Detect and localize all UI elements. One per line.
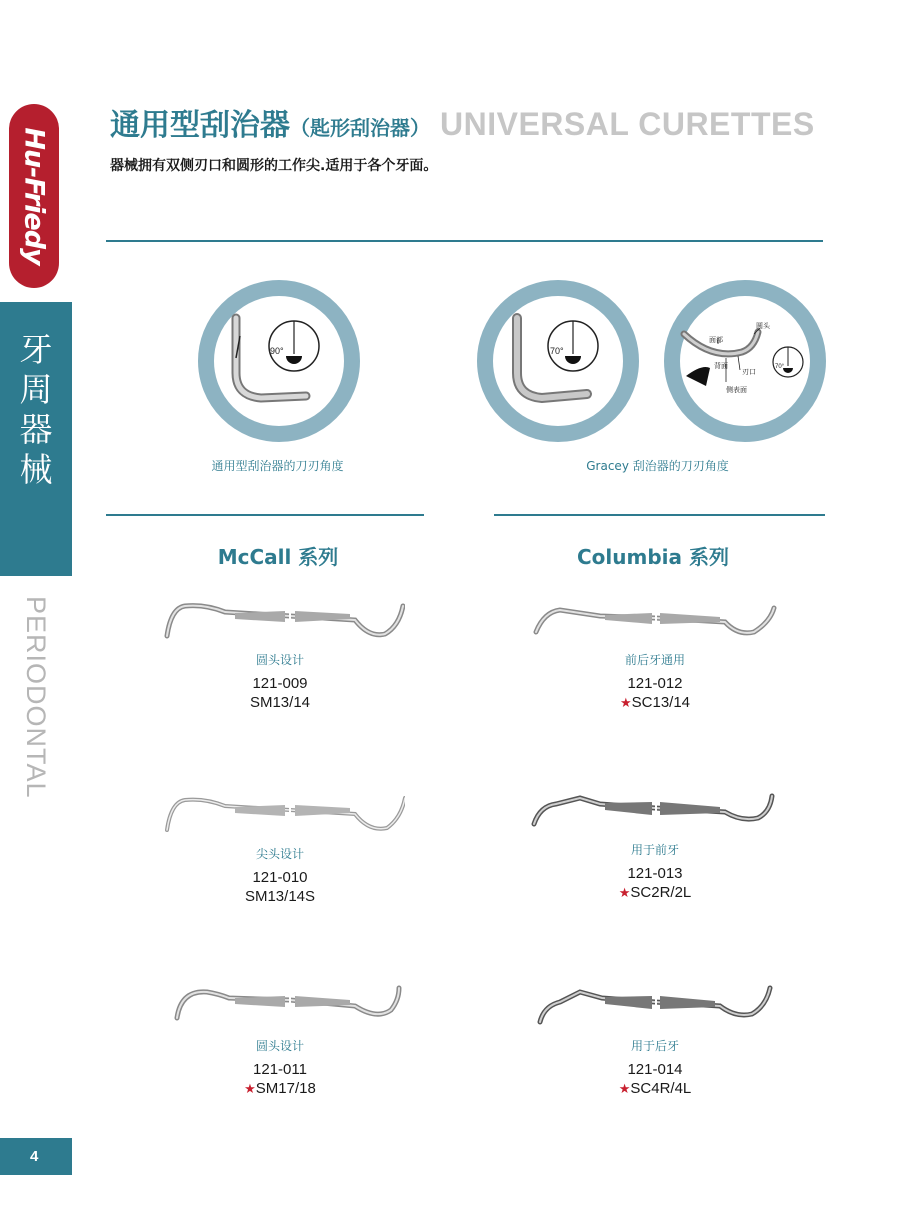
item-type: 用于后牙: [630, 1039, 679, 1053]
star-icon: ★: [619, 695, 632, 710]
hu-friedy-logo: [9, 104, 59, 288]
star-icon: ★: [618, 885, 631, 900]
item-type: 用于前牙: [630, 843, 679, 857]
universal-angle-label: 90°: [270, 346, 284, 356]
item-code: 121-009: [252, 675, 308, 692]
gracey-angle-label: 70°: [550, 346, 564, 356]
mccall-title: McCall 系列: [217, 545, 339, 569]
item-code: 121-011: [253, 1061, 307, 1078]
mccall-divider: [106, 514, 424, 516]
item-model: SM13/14S: [244, 888, 316, 905]
item-model: ★SM17/18: [244, 1080, 316, 1097]
label-lateral: 侧表面: [726, 387, 747, 394]
item-code: 121-013: [627, 865, 683, 882]
curette-image: [530, 598, 780, 643]
product-121-009: [150, 598, 410, 712]
product-121-012: [525, 598, 785, 712]
curette-image: [530, 788, 780, 833]
item-code: 121-012: [627, 675, 683, 692]
header-divider: [106, 240, 823, 242]
curette-image: [155, 792, 405, 837]
label-face: 面部: [709, 337, 723, 344]
title-paren: （匙形刮治器）: [290, 116, 430, 140]
item-model: SM13/14: [249, 694, 311, 711]
page-title: [110, 100, 815, 144]
columbia-title: Columbia 系列: [577, 545, 729, 569]
item-type: 前后牙通用: [624, 653, 685, 667]
logo-text: Hu-Friedy: [18, 127, 50, 265]
label-edge: 刃口: [742, 369, 756, 376]
gracey-angle-diagram: [475, 278, 641, 444]
label-small-angle: 70°: [775, 364, 785, 370]
label-toe: 圆头: [756, 323, 770, 330]
curette-image: [155, 984, 405, 1029]
columbia-divider: [494, 514, 825, 516]
curette-image: [530, 984, 780, 1029]
universal-caption: 通用型刮治器的刀刃角度: [211, 459, 344, 473]
product-121-010: [150, 792, 410, 906]
section-tab: [0, 302, 72, 576]
item-code: 121-010: [252, 869, 308, 886]
star-icon: ★: [244, 1081, 256, 1096]
item-model: ★SC13/14: [619, 694, 691, 711]
curette-image: [155, 598, 405, 643]
title-en: UNIVERSAL CURETTES: [440, 106, 815, 142]
product-121-011: [150, 984, 410, 1098]
item-type: 圆头设计: [255, 653, 304, 667]
page-number: 4: [0, 1138, 72, 1175]
label-back: 背面: [714, 363, 728, 370]
item-code: 121-014: [627, 1061, 683, 1078]
product-121-013: [525, 788, 785, 902]
section-label-cn: 牙 周 器 械: [19, 330, 53, 489]
star-icon: ★: [618, 1081, 631, 1096]
product-121-014: [525, 984, 785, 1098]
item-type: 尖头设计: [255, 847, 304, 861]
section-label-en: PERIODONTAL: [21, 596, 51, 799]
item-model: ★SC2R/2L: [618, 884, 692, 901]
cross-section-diagram: [662, 278, 828, 444]
title-cn: 通用型刮治器: [110, 108, 290, 143]
item-model: ★SC4R/4L: [618, 1080, 692, 1097]
universal-angle-diagram: [196, 278, 362, 444]
page-subtitle: 器械拥有双侧刃口和圆形的工作尖.适用于各个牙面。: [110, 158, 438, 174]
gracey-caption: Gracey 刮治器的刀刃角度: [586, 459, 729, 473]
item-type: 圆头设计: [255, 1039, 304, 1053]
